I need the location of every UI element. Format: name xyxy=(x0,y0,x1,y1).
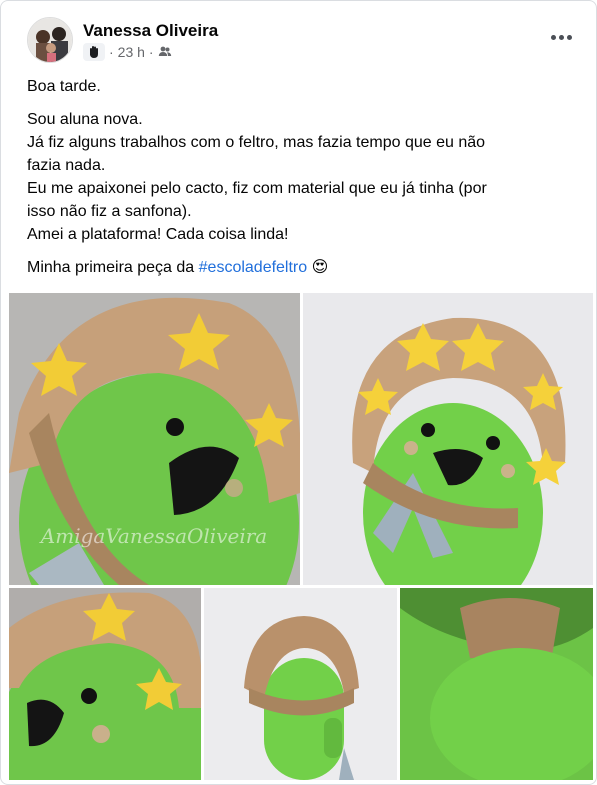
photo-1[interactable] xyxy=(9,293,300,585)
author-avatar[interactable] xyxy=(27,17,73,63)
post-text xyxy=(27,75,572,279)
meta-separator-2: · xyxy=(148,44,154,60)
text-line: Boa tarde. xyxy=(27,78,101,95)
text-line: Amei a plataforma! Cada coisa linda! xyxy=(27,226,289,243)
heart-eyes-emoji: 😍 xyxy=(311,259,329,276)
text-line: Sou aluna nova. xyxy=(27,111,143,128)
hashtag-link[interactable]: #escoladefeltro xyxy=(198,259,308,276)
post-meta xyxy=(83,43,172,61)
text-line: Eu me apaixonei pelo cacto, fiz com material que eu já tinha (por xyxy=(27,180,487,197)
text-line-hashtag xyxy=(27,256,572,279)
wave-hand-icon[interactable] xyxy=(83,43,105,61)
photo-2[interactable] xyxy=(303,293,593,585)
friends-icon[interactable] xyxy=(158,44,172,61)
text-line: fazia nada. xyxy=(27,157,106,174)
author-name[interactable]: Vanessa Oliveira xyxy=(83,21,219,40)
watermark-text: AmigaVanessaOliveira xyxy=(40,524,268,548)
text-prefix: Minha primeira peça da xyxy=(27,259,199,276)
photo-4[interactable] xyxy=(204,588,397,780)
post-header xyxy=(27,17,587,65)
text-line: isso não fiz a sanfona). xyxy=(27,203,192,220)
photo-3[interactable] xyxy=(9,588,201,780)
meta-separator: · xyxy=(109,44,114,60)
more-options-icon[interactable] xyxy=(549,31,573,43)
post-time[interactable]: 23 h xyxy=(117,44,145,60)
photo-5[interactable] xyxy=(400,588,593,780)
text-line: Já fiz alguns trabalhos com o feltro, mas fazia tempo que eu não xyxy=(27,134,486,151)
